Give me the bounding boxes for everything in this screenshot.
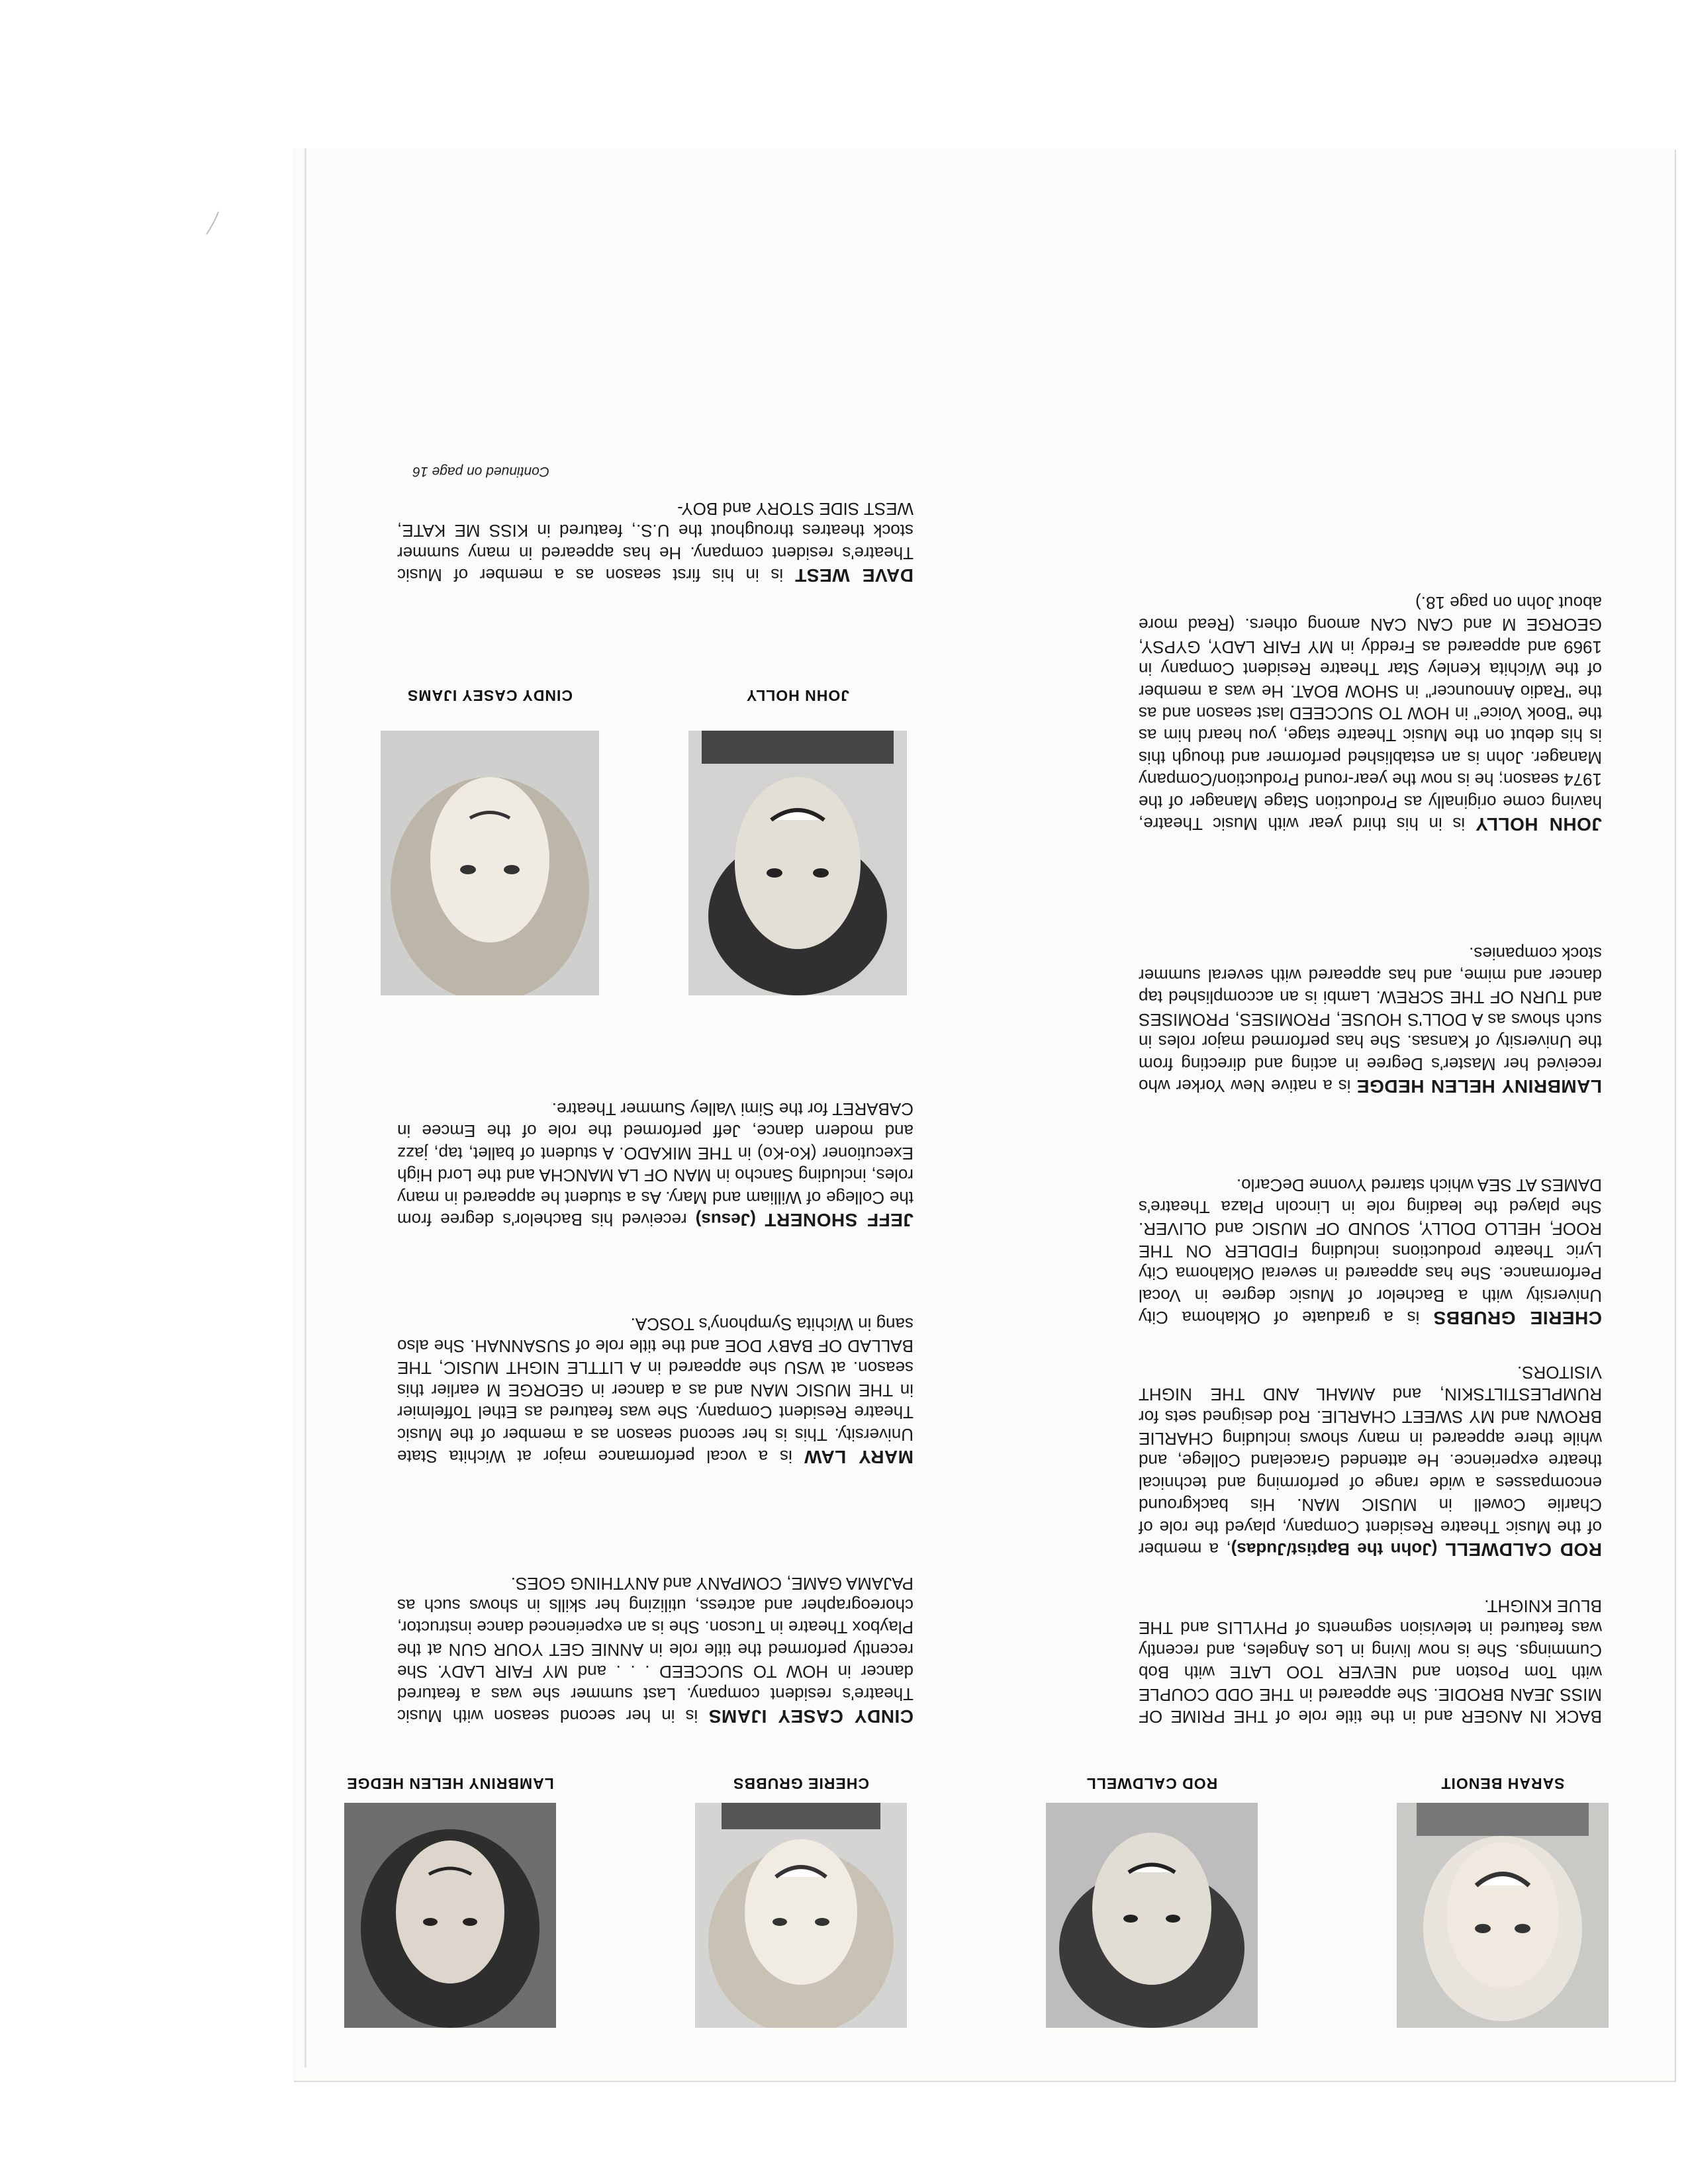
portrait-icon xyxy=(1397,1803,1609,2028)
bio-sarah-benoit-continued xyxy=(1139,1595,1602,1727)
bio-lambriny-helen-hedge xyxy=(1139,942,1602,1097)
bio-role: (Jesus) xyxy=(695,1210,756,1230)
caption-cindy-casey-ijams: CINDY CASEY IJAMS xyxy=(406,687,573,704)
bio-name: JOHN HOLLY xyxy=(1475,814,1602,835)
photo-john-holly xyxy=(688,731,907,995)
bio-text: BACK IN ANGER and in the title role of THE PRIME OF MISS JEAN BRODIE. She appeared in THE ODD COUPLE with Tom Poston and NEVER TOO LATE with Bob Cummings. She is now living in Los Angeles, and recently was featured in television segments of PHYLLIS and THE BLUE KNIGHT. xyxy=(1139,1596,1602,1727)
bio-dave-west xyxy=(397,497,914,586)
bio-text: received his Bachelor's degree from the College of William and Mary. As a student he appeared in many roles, including Sancho in MAN OF LA MANCHA and the Lord High Executioner (Ko-Ko) in THE MIKADO. A student of ballet, tap, jazz and modern dance, Jeff performed the role of the Emcee in CABARET for the Simi Valley Summer Theatre. xyxy=(397,1099,914,1230)
portrait-icon xyxy=(1046,1803,1258,2028)
bio-text: is in his first season as a member of Music Theatre's resident company. He has appeared in many summer stock theatres throughout the U.S., featured in KISS ME KATE, WEST SIDE STORY and BOY- xyxy=(397,498,914,585)
caption-lambriny-helen-hedge: LAMBRINY HELEN HEDGE xyxy=(346,1775,554,1792)
photo-lambriny-helen-hedge xyxy=(344,1803,556,2028)
portrait-icon xyxy=(695,1803,907,2028)
bio-mary-law xyxy=(397,1312,914,1468)
bio-text: is a vocal performance major at Wichita State University. This is her second season as a member of the Music Theatre Resident Company. She was featured as Ethel Toffelmier in THE MUSIC MAN and as a dancer in GEORGE M earlier this season. at WSU she appeared in A LITTLE NIGHT MUSIC, THE BALLAD OF BABY DOE and the title role of SUSANNAH. She also sang in Wichita Symphony's TOSCA. xyxy=(397,1314,914,1467)
page-fold-shadow xyxy=(305,148,306,2068)
bio-cindy-casey-ijams xyxy=(397,1572,914,1727)
bio-name: LAMBRINY HELEN HEDGE xyxy=(1356,1076,1602,1097)
bio-text: is a native New Yorker who received her Master's Degree in acting and directing from the University of Kansas. She has performed major roles in such shows as A DOLL'S HOUSE, PROMISES, PROMISES and TURN OF THE SCREW. Lambi is an accomplished tap dancer and mime, and has appeared with several summer stock companies. xyxy=(1139,943,1602,1096)
caption-cherie-grubbs: CHERIE GRUBBS xyxy=(733,1775,869,1792)
bio-role: (John the Baptist/Judas) xyxy=(1231,1539,1438,1559)
bio-name: DAVE WEST xyxy=(794,565,914,586)
bio-jeff-shonert xyxy=(397,1098,914,1231)
bio-text: , a member of the Music Theatre Resident Company, played the role of Charlie Cowell in MUSIC MAN. His background encompasses a wide range of performing and technical theatre experience. He attended Graceland College, and while there appeared in many shows including CHARLIE BROWN and MY SWEET CHARLIE. Rod designed sets for RUMPLESTILTSKIN, and AMAHL AND THE NIGHT VISITORS. xyxy=(1139,1362,1602,1559)
photo-cherie-grubbs xyxy=(695,1803,907,2028)
bio-john-holly xyxy=(1139,592,1602,835)
portrait-icon xyxy=(344,1803,556,2028)
photo-sarah-benoit xyxy=(1397,1803,1609,2028)
bio-name: CHERIE GRUBBS xyxy=(1433,1308,1602,1328)
bio-name: JEFF SHONERT xyxy=(764,1210,914,1230)
portrait-icon xyxy=(688,731,907,995)
bio-text: is in her second season with Music Theatre's resident company. Last summer she was a featured dancer in HOW TO SUCCEED . . . and MY FAIR LADY. She recently performed the title role in ANNIE GET YOUR GUN at the Playbox Theatre in Tucson. She is an experienced dance instructor, choreographer and actress, utilizing her skills in shows such as PAJAMA GAME, COMPANY and ANYTHING GOES. xyxy=(397,1573,914,1726)
bio-text: is a graduate of Oklahoma City University with a Bachelor of Music degree in Vocal Performance. She has appeared in several Oklahoma City Lyric Theatre productions including FIDDLER ON THE ROOF, HELLO DOLLY, SOUND OF MUSIC and OLIVER. She played the leading role in Lincoln Plaza Theatre's DAMES AT SEA which starred Yvonne DeCarlo. xyxy=(1139,1175,1602,1328)
program-page xyxy=(293,148,1675,2081)
photo-cindy-casey-ijams xyxy=(381,731,599,995)
caption-rod-caldwell: ROD CALDWELL xyxy=(1086,1775,1218,1792)
bio-text: is in his third year with Music Theatre, having come originally as Production Stage Manager of the 1974 season; he is now the year-round Production/Company Manager. John is an established performer and though this is his debut on the Music Theatre stage, you heard him as the "Book Voice" in HOW TO SUCCEED last season and as the "Radio Announcer" in SHOW BOAT. He was a member of the Wichita Kenley Star Theatre Resident Company in 1969 and appeared as Freddy in MY FAIR LADY, GYPSY, GEORGE M and CAN CAN among others. (Read more about John on page 18.) xyxy=(1139,592,1602,834)
bio-cherie-grubbs xyxy=(1139,1173,1602,1329)
caption-john-holly: JOHN HOLLY xyxy=(745,687,850,704)
caption-sarah-benoit: SARAH BENOIT xyxy=(1440,1775,1565,1792)
bio-rod-caldwell xyxy=(1139,1361,1602,1561)
continued-note: Continued on page 16 xyxy=(412,464,549,479)
bio-name: CINDY CASEY IJAMS xyxy=(708,1706,914,1727)
pencil-mark-icon xyxy=(199,210,225,237)
bio-name: ROD CALDWELL xyxy=(1444,1539,1602,1560)
bio-name: MARY LAW xyxy=(804,1447,914,1467)
photo-rod-caldwell xyxy=(1046,1803,1258,2028)
portrait-icon xyxy=(381,731,599,995)
